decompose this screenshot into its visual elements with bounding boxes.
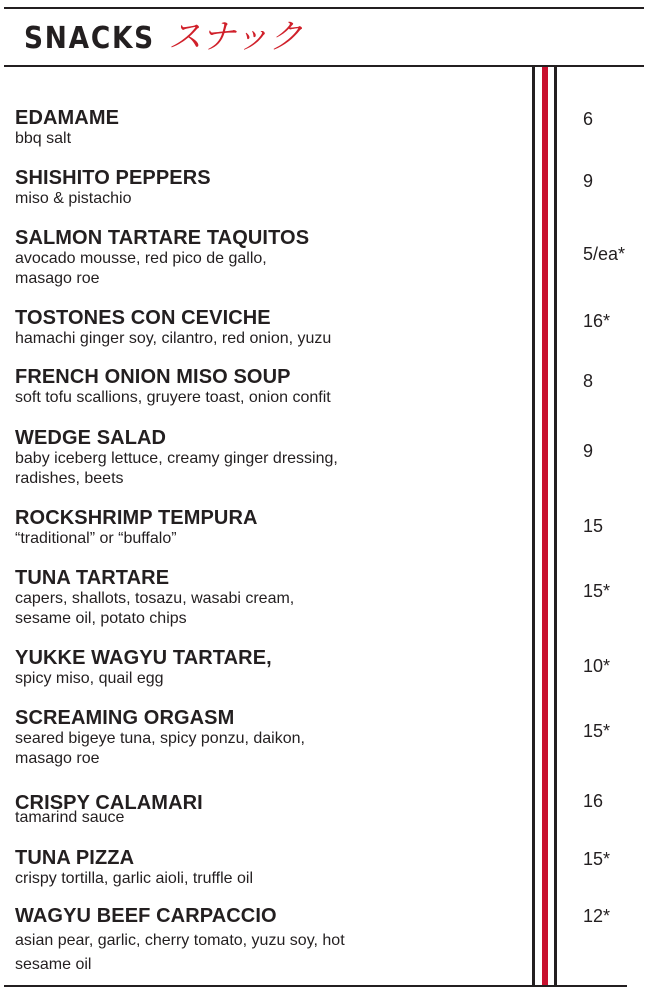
item-name: TUNA TARTARE [15, 567, 170, 589]
item-name: YUKKE WAGYU TARTARE, [15, 647, 272, 669]
stripe-black-right [554, 67, 557, 987]
item-name: SALMON TARTARE TAQUITOS [15, 227, 310, 249]
stripe-red [542, 67, 548, 987]
item-description: spicy miso, quail egg [15, 670, 164, 687]
item-price: 15* [583, 581, 611, 601]
item-description: seared bigeye tuna, spicy ponzu, daikon, masago roe [15, 730, 305, 767]
item-name: TOSTONES CON CEVICHE [15, 307, 271, 329]
item-price: 12* [583, 906, 611, 926]
item-price: 9 [583, 441, 594, 461]
item-price: 6 [583, 109, 594, 129]
item-description: baby iceberg lettuce, creamy ginger dressing, radishes, beets [15, 450, 338, 487]
menu-item-shishito-peppers [15, 167, 525, 209]
item-price: 9 [583, 171, 594, 191]
item-name: ROCKSHRIMP TEMPURA [15, 507, 258, 529]
item-description: crispy tortilla, garlic aioli, truffle oil [15, 870, 254, 887]
item-price: 8 [583, 371, 594, 391]
item-description: avocado mousse, red pico de gallo, masago roe [15, 250, 267, 287]
item-description: asian pear, garlic, cherry tomato, yuzu soy, hot sesame oil [15, 932, 345, 973]
menu-item-tuna-tartare [15, 567, 525, 629]
item-price: 16 [583, 791, 604, 811]
item-price: 15* [583, 849, 611, 869]
item-name: TUNA PIZZA [15, 847, 135, 869]
stripe-black-left [532, 67, 535, 987]
item-price: 15 [583, 516, 604, 536]
decorative-stripes [532, 67, 562, 987]
item-price: 16* [583, 311, 611, 331]
item-name: WAGYU BEEF CARPACCIO [15, 905, 277, 927]
menu-item-yukke-wagyu-tartare [15, 647, 525, 689]
item-name: SCREAMING ORGASM [15, 707, 235, 729]
menu-item-french-onion-miso-soup [15, 366, 525, 408]
item-description: bbq salt [15, 130, 72, 147]
item-price: 10* [583, 656, 611, 676]
top-rule [4, 7, 644, 9]
item-description: soft tofu scallions, gruyere toast, onion confit [15, 389, 331, 406]
bottom-rule [4, 985, 627, 987]
item-description: hamachi ginger soy, cilantro, red onion, yuzu [15, 330, 332, 347]
item-name: FRENCH ONION MISO SOUP [15, 366, 291, 388]
menu-item-tostones-con-ceviche [15, 307, 525, 349]
item-price: 5/ea* [583, 244, 626, 264]
item-price: 15* [583, 721, 611, 741]
item-name: WEDGE SALAD [15, 427, 167, 449]
menu-item-wagyu-beef-carpaccio [15, 905, 525, 977]
menu-item-screaming-orgasm [15, 707, 525, 769]
item-description: tamarind sauce [15, 809, 125, 826]
menu-item-rockshrimp-tempura [15, 507, 525, 549]
menu-item-salmon-tartare-taquitos [15, 227, 525, 289]
menu-item-wedge-salad [15, 427, 525, 489]
section-title-japanese: スナック [168, 17, 303, 57]
menu-item-edamame [15, 107, 525, 149]
item-description: “traditional” or “buffalo” [15, 530, 177, 547]
item-name: CRISPY CALAMARI [15, 792, 203, 814]
item-description: miso & pistachio [15, 190, 132, 207]
section-title: SNACKS [24, 21, 155, 56]
item-name: SHISHITO PEPPERS [15, 167, 211, 189]
item-name: EDAMAME [15, 107, 120, 129]
menu-item-tuna-pizza [15, 847, 525, 889]
menu-item-crispy-calamari [15, 792, 525, 828]
item-description: capers, shallots, tosazu, wasabi cream, sesame oil, potato chips [15, 590, 295, 627]
